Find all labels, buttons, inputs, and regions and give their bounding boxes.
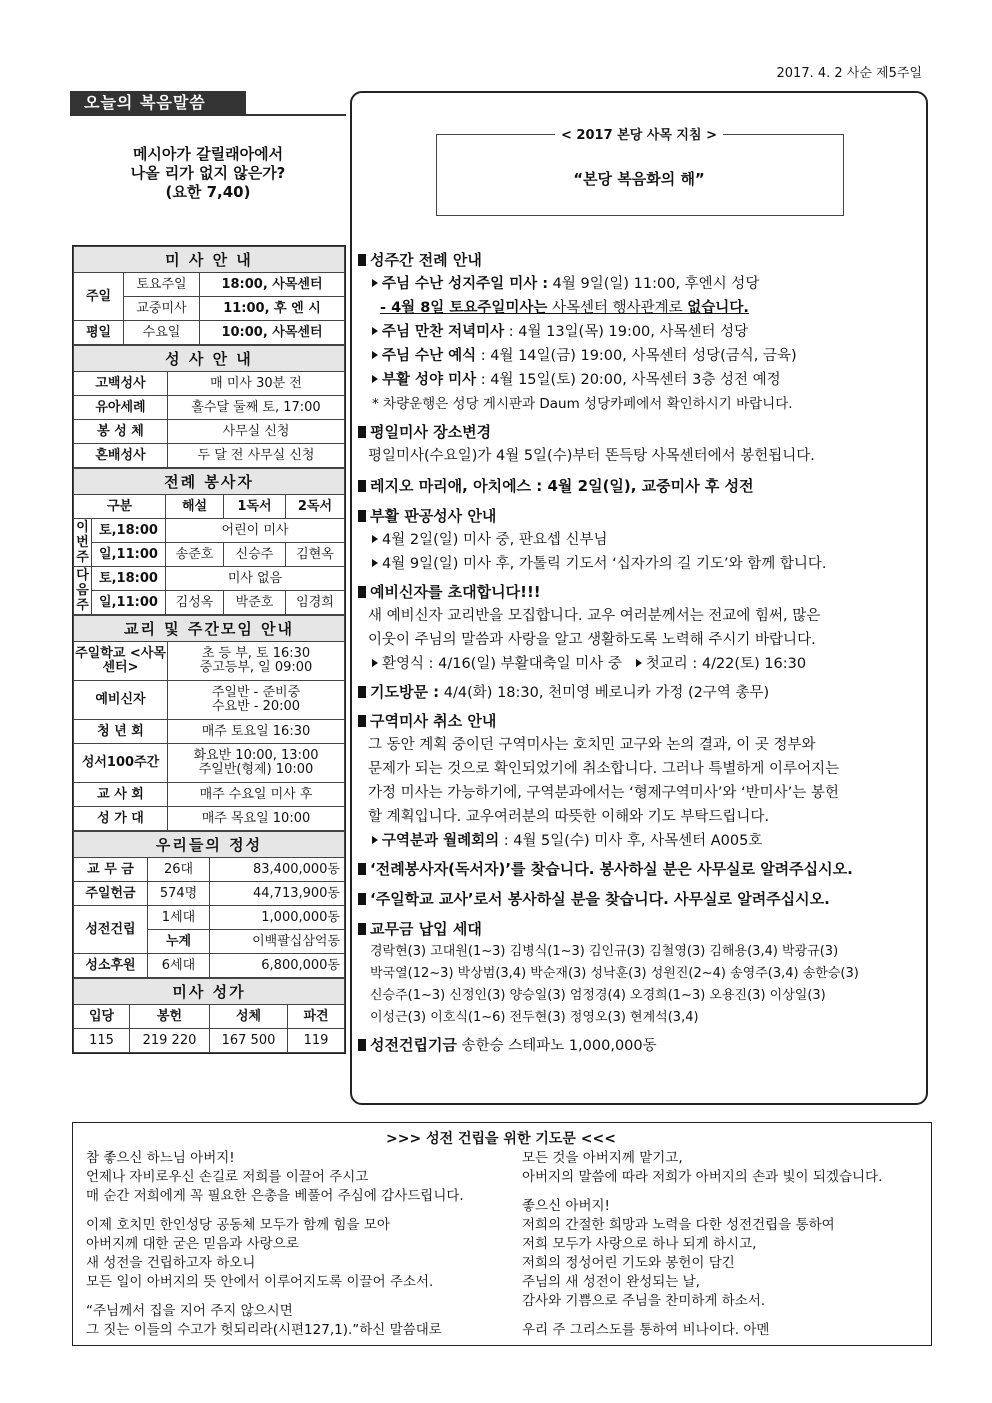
news-heading: [358, 857, 926, 881]
bulletin-date: 2017. 4. 2 사순 제5주일: [776, 66, 922, 81]
cell-line: 초 등 부, 토 16:30: [201, 646, 311, 661]
donor-line: 이성근(3) 이호식(1~6) 전두현(3) 정영오(3) 현계석(3,4): [370, 1010, 699, 1025]
table-cell: 10:00, 사목센터: [200, 321, 345, 345]
table-cell: 매주 목요일 10:00: [168, 807, 345, 831]
table-cell: 박준호: [224, 591, 286, 615]
square-bullet-icon: [358, 863, 366, 875]
news-text: 새 예비신자 교리반을 모집합니다. 교우 여러분께서는 전교에 힘써, 많은: [368, 608, 821, 624]
prayer-line: 모든 것을 아버지께 맡기고,: [522, 1150, 683, 1166]
table-cell: 11:00, 후 엔 시: [200, 297, 345, 321]
square-bullet-icon: [358, 923, 366, 935]
table-cell: 누계: [148, 930, 210, 954]
news-item: [358, 320, 926, 344]
news-text: 이웃이 주님의 말씀과 사랑을 알고 생활하도록 노력해 주시기 바랍니다.: [368, 632, 816, 648]
news-item: [358, 552, 926, 576]
item-text: 환영식 : 4/16(일) 부활대축일 미사 중: [382, 656, 622, 672]
sacraments-title: 성 사 안 내: [74, 346, 345, 372]
news-heading: [358, 504, 926, 528]
offering-title: 우리들의 정성: [74, 832, 345, 858]
item-text: 사목센터 행사관계로: [547, 300, 688, 316]
table-cell: 115: [74, 1029, 130, 1053]
news-item: [358, 829, 926, 853]
table-header: 2독서: [286, 495, 345, 519]
table-cell: 혼배성사: [74, 444, 168, 468]
this-week-label: 이번주: [74, 519, 92, 567]
news-text: 문제가 되는 것으로 확인되었기에 취소합니다. 그러나 특별하게 이루어지는: [368, 761, 840, 777]
square-bullet-icon: [358, 893, 366, 905]
heading-text: 구역미사 취소 안내: [370, 712, 497, 730]
item-label: 주님 수난 예식: [382, 348, 477, 364]
table-header: 해설: [166, 495, 224, 519]
prayer-line: [86, 1292, 506, 1302]
table-header: 구분: [74, 495, 166, 519]
table-cell: 성서100주간: [74, 744, 168, 783]
donor-line: 신승주(1~3) 신정인(3) 양승일(3) 엄정경(4) 오경희(1~3) 오용진(3) 이상일(3): [370, 988, 826, 1003]
news-item: [358, 296, 926, 320]
heading-text: 성주간 전례 안내: [370, 251, 482, 269]
table-cell: 교 무 금: [74, 858, 148, 882]
hymns-table: [73, 978, 345, 1053]
square-bullet-icon: [358, 686, 366, 698]
table-cell: 토,18:00: [92, 567, 166, 591]
prayer-line: [522, 1311, 922, 1321]
offering-table: [73, 831, 345, 978]
triangle-bullet-icon: [372, 375, 378, 383]
item-text: 송한승 스테파노 1,000,000동: [456, 1038, 657, 1054]
item-text: : 4월 15일(토) 20:00, 사목센터 3층 성전 예정: [476, 372, 781, 388]
gospel-verse: [70, 145, 346, 202]
news-item: [358, 272, 926, 296]
square-bullet-icon: [358, 586, 366, 598]
table-cell: [168, 642, 345, 681]
heading-text: 예비신자를 초대합니다!!!: [370, 583, 541, 601]
item-text: 4/4(화) 18:30, 천미영 베로니카 가정 (2구역 총무): [439, 685, 770, 701]
square-bullet-icon: [358, 254, 366, 266]
table-cell: 토,18:00: [92, 519, 166, 543]
heading-text: 평일미사 장소변경: [370, 423, 492, 441]
table-cell: 어린이 미사: [166, 519, 345, 543]
prayer-line: [86, 1206, 506, 1216]
table-cell: 교중미사: [124, 297, 200, 321]
donor-line: 경락현(3) 고대원(1~3) 김병식(1~3) 김인규(3) 김철영(3) 김해용(3,4) 박광규(3): [370, 944, 839, 959]
prayer-line: 모든 일이 아버지의 뜻 안에서 이루어지도록 이끌어 주소서.: [86, 1274, 434, 1290]
news-text: 평일미사(수요일)가 4월 5일(수)부터 똔득탕 사목센터에서 봉헌됩니다.: [368, 448, 815, 464]
prayer-line: [522, 1187, 922, 1197]
table-cell: [168, 681, 345, 720]
heading-text: 교무금 납입 세대: [370, 920, 482, 938]
table-cell: 매주 수요일 미사 후: [168, 783, 345, 807]
heading-text: ‘전례봉사자(독서자)’를 찾습니다. 봉사하실 분은 사무실로 알려주십시오.: [370, 860, 853, 878]
news-heading: [358, 420, 926, 444]
cell-line: 화요반 10:00, 13:00: [193, 748, 319, 763]
cell-line: 주일반(형제) 10:00: [198, 762, 314, 777]
prayer-line: 저희의 정성어린 기도와 봉헌이 담긴: [522, 1255, 735, 1271]
mass-title: 미 사 안 내: [74, 247, 345, 273]
news-heading: [358, 887, 926, 911]
table-cell: 성 가 대: [74, 807, 168, 831]
news-text: 그 동안 계획 중이던 구역미사는 호치민 교구와 논의 결과, 이 곳 정부와: [368, 737, 816, 753]
table-cell: 김현옥: [286, 543, 345, 567]
triangle-bullet-icon: [372, 279, 378, 287]
weekday-label: 평일: [74, 321, 124, 345]
news-item: [358, 528, 926, 552]
prayer-line: 새 성전을 건립하고자 하오니: [86, 1255, 256, 1271]
table-cell: 성전건립: [74, 906, 148, 954]
news-heading: [358, 917, 926, 941]
item-label: 주님 수난 성지주일 미사 :: [382, 276, 549, 292]
table-cell: 봉 성 체: [74, 420, 168, 444]
liturgy-table: [73, 468, 345, 615]
square-bullet-icon: [358, 1039, 366, 1051]
square-bullet-icon: [358, 510, 366, 522]
sacraments-table: [73, 345, 345, 468]
table-cell: 1,000,000동: [210, 906, 345, 930]
table-cell: 167 500: [210, 1029, 288, 1053]
table-cell: 고백성사: [74, 372, 168, 396]
news-heading: [358, 580, 926, 604]
next-week-label: 다음주: [74, 567, 92, 615]
item-label: 부활 성야 미사: [382, 372, 477, 388]
donor-line: 박국열(12~3) 박상범(3,4) 박순재(3) 성낙훈(3) 성원진(2~4) 송영주(3,4) 송한승(3): [370, 966, 859, 981]
table-header: 파견: [288, 1005, 345, 1029]
liturgy-title: 전례 봉사자: [74, 469, 345, 495]
table-header: 1독서: [224, 495, 286, 519]
table-cell: 송준호: [166, 543, 224, 567]
news-item: [358, 344, 926, 368]
table-cell: 일,11:00: [92, 591, 166, 615]
item-text: 4월 2일(일) 미사 중, 판요셉 신부님: [382, 532, 608, 548]
cell-line: 주일반 - 준비중: [211, 685, 301, 700]
heading-text: ‘주일학교 교사’로서 봉사하실 분을 찾습니다. 사무실로 알려주십시오.: [370, 890, 830, 908]
square-bullet-icon: [358, 480, 366, 492]
news-item: [358, 652, 926, 676]
prayer-line: 주님의 새 성전이 완성되는 날,: [522, 1274, 700, 1290]
item-label: 구역분과 월례회의: [382, 833, 500, 849]
prayer-left-column: [86, 1149, 506, 1340]
gospel-line-1: 메시아가 갈릴래아에서: [132, 145, 284, 163]
heading-text: 기도방문 :: [370, 683, 440, 701]
square-bullet-icon: [358, 715, 366, 727]
table-cell: 청 년 회: [74, 720, 168, 744]
table-cell: 일,11:00: [92, 543, 166, 567]
gospel-label: 오늘의 복음말씀: [70, 91, 246, 115]
square-bullet-icon: [358, 426, 366, 438]
item-text: 4월 9일(일) 미사 후, 가톨릭 기도서 ‘십자가의 길 기도’와 함께 합니다.: [382, 556, 827, 572]
prayer-title: >>> 성전 건립을 위한 기도문 <<<: [386, 1131, 616, 1147]
table-cell: 홀수달 둘째 토, 17:00: [168, 396, 345, 420]
prayer-line: 아버지의 말씀에 따라 저희가 아버지의 손과 빛이 되겠습니다.: [522, 1169, 883, 1185]
item-label: 주님 만찬 저녁미사: [382, 324, 505, 340]
table-cell: 교 사 회: [74, 783, 168, 807]
gospel-reference: (요한 7,40): [165, 183, 251, 201]
table-header: 성체: [210, 1005, 288, 1029]
policy-body: “본당 복음화의 해”: [573, 170, 705, 188]
news-text: 할 계획입니다. 교우여러분의 따뜻한 이해와 기도 부탁드립니다.: [368, 809, 770, 825]
table-header: 입당: [74, 1005, 130, 1029]
table-cell: 83,400,000동: [210, 858, 345, 882]
cell-line: 중고등부, 일 09:00: [199, 660, 313, 675]
table-cell: 119: [288, 1029, 345, 1053]
table-cell: 주일학교 <사목센터>: [74, 642, 168, 681]
table-cell: 18:00, 사목센터: [200, 273, 345, 297]
heading-text: 부활 판공성사 안내: [370, 507, 497, 525]
table-cell: 유아세례: [74, 396, 168, 420]
news-heading: [358, 680, 926, 705]
table-cell: [168, 744, 345, 783]
news-list: [358, 248, 926, 1058]
gospel-line-2: 나올 리가 없지 않은가?: [130, 164, 286, 182]
sunday-label: 주일: [74, 273, 124, 321]
table-cell: 이백팔십삼억동: [210, 930, 345, 954]
item-text: : 4월 14일(금) 19:00, 사목센터 성당(금식, 금육): [476, 348, 797, 364]
prayer-right-column: [522, 1149, 922, 1340]
table-cell: 주일헌금: [74, 882, 148, 906]
news-heading: [358, 474, 926, 498]
triangle-bullet-icon: [372, 559, 378, 567]
prayer-line: 저희의 간절한 희망과 노력을 다한 성전건립을 통하여: [522, 1217, 835, 1233]
policy-title-text: < 2017 본당 사목 지침 >: [555, 128, 723, 143]
news-heading: [358, 248, 926, 272]
policy-title: [436, 124, 842, 143]
table-cell: 574명: [148, 882, 210, 906]
table-cell: 사무실 신청: [168, 420, 345, 444]
cell-line: 수요반 - 20:00: [211, 699, 301, 714]
table-cell: 미사 없음: [166, 567, 345, 591]
news-note: * 차량운행은 성당 게시판과 Daum 성당카페에서 확인하시기 바랍니다.: [372, 396, 793, 412]
triangle-bullet-icon: [372, 836, 378, 844]
prayer-line: 감사와 기쁨으로 주님을 찬미하게 하소서.: [522, 1293, 766, 1309]
item-text: : 4월 13일(목) 19:00, 사목센터 성당: [504, 324, 749, 340]
item-label: - 4월 8일 토요주일미사는: [380, 300, 548, 316]
catechism-title: 교리 및 주간모임 안내: [74, 616, 345, 642]
triangle-bullet-icon: [372, 351, 378, 359]
table-cell: 임경희: [286, 591, 345, 615]
left-info-column: [72, 245, 346, 1054]
prayer-line: 아버지께 대한 굳은 믿음과 사랑으로: [86, 1236, 299, 1252]
triangle-bullet-icon: [636, 659, 642, 667]
triangle-bullet-icon: [372, 327, 378, 335]
triangle-bullet-icon: [372, 535, 378, 543]
table-header: 봉헌: [130, 1005, 210, 1029]
prayer-line: 참 좋으신 하느님 아버지!: [86, 1150, 235, 1166]
table-cell: 토요주일: [124, 273, 200, 297]
prayer-line: 언제나 자비로우신 손길로 저희를 이끌어 주시고: [86, 1169, 369, 1185]
table-cell: 성소후원: [74, 954, 148, 978]
mass-table: [73, 246, 345, 345]
news-item: [358, 368, 926, 392]
table-cell: 매주 토요일 16:30: [168, 720, 345, 744]
catechism-table: [73, 615, 345, 831]
hymns-title: 미사 성가: [74, 979, 345, 1005]
prayer-line: 우리 주 그리스도를 통하여 비나이다. 아멘: [522, 1322, 770, 1338]
item-text: 4월 9일(일) 11:00, 후엔시 성당: [548, 276, 760, 292]
table-cell: 두 달 전 사무실 신청: [168, 444, 345, 468]
item-text: 첫교리 : 4/22(토) 16:30: [645, 656, 807, 672]
prayer-line: 그 짓는 이들의 수고가 헛되리라(시편127,1).”하신 말씀대로: [86, 1322, 442, 1338]
prayer-line: 저희 모두가 사랑으로 하나 되게 하시고,: [522, 1236, 757, 1252]
gospel-divider: [70, 114, 346, 116]
table-cell: 6,800,000동: [210, 954, 345, 978]
table-cell: 매 미사 30분 전: [168, 372, 345, 396]
table-cell: 44,713,900동: [210, 882, 345, 906]
item-text: : 4월 5일(수) 미사 후, 사목센터 A005호: [499, 833, 763, 849]
table-cell: 219 220: [130, 1029, 210, 1053]
table-cell: 수요일: [124, 321, 200, 345]
prayer-line: 매 순간 저희에게 꼭 필요한 은총을 베풀어 주심에 감사드립니다.: [86, 1188, 464, 1204]
prayer-line: “주님께서 집을 지어 주지 않으시면: [86, 1303, 293, 1319]
item-label: 없습니다.: [687, 300, 749, 316]
table-cell: 6세대: [148, 954, 210, 978]
prayer-line: 이제 호치민 한인성당 공동체 모두가 함께 힘을 모아: [86, 1217, 390, 1233]
news-heading: [358, 1033, 926, 1058]
table-cell: 26대: [148, 858, 210, 882]
heading-text: 레지오 마리애, 아치에스 : 4월 2일(일), 교중미사 후 성전: [370, 477, 754, 495]
triangle-bullet-icon: [372, 659, 378, 667]
table-cell: 예비신자: [74, 681, 168, 720]
news-heading: [358, 709, 926, 733]
table-cell: 신승주: [224, 543, 286, 567]
heading-text: 성전건립기금: [370, 1036, 457, 1054]
news-text: 가정 미사는 가능하기에, 구역분과에서는 ‘형제구역미사’와 ‘반미사’는 봉헌: [368, 785, 839, 801]
table-cell: 1세대: [148, 906, 210, 930]
prayer-line: 좋으신 아버지!: [522, 1198, 610, 1214]
table-cell: 김성옥: [166, 591, 224, 615]
